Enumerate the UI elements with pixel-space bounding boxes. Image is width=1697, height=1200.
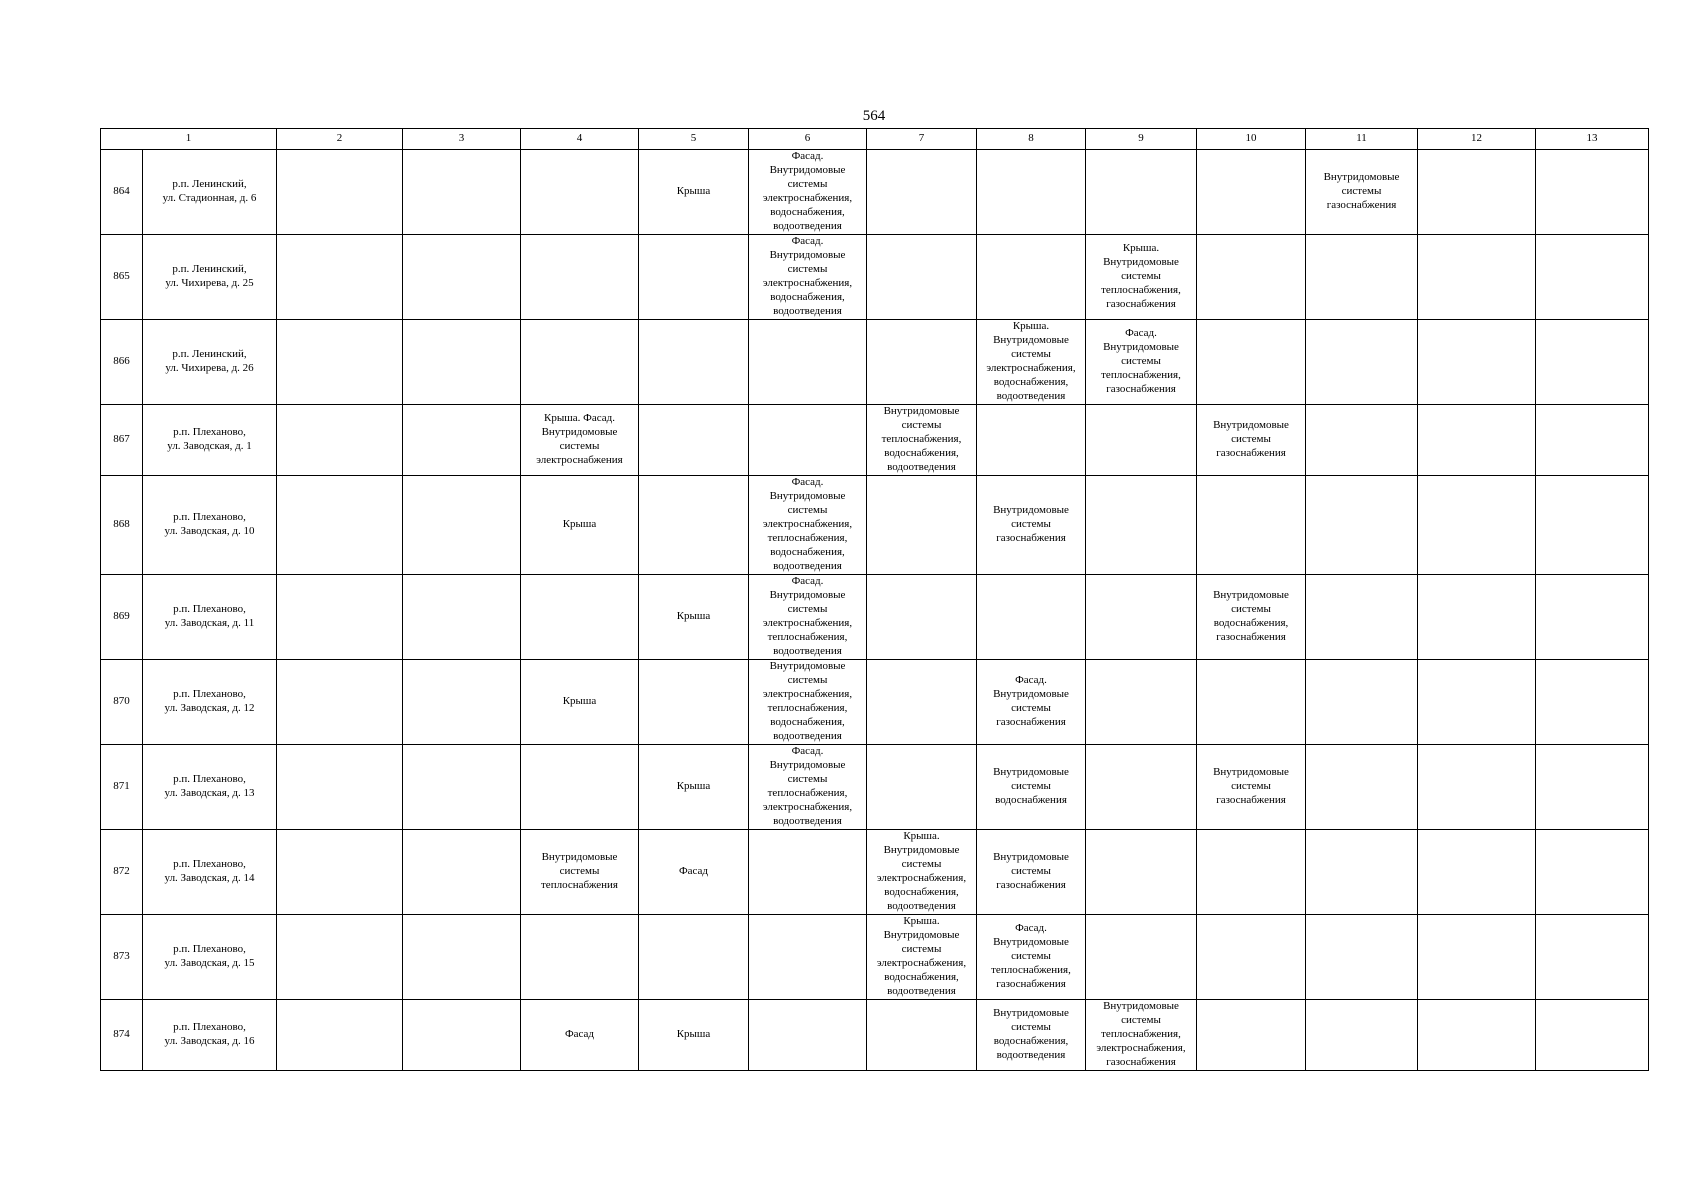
cell-col-2	[277, 575, 403, 660]
cell-col-6	[749, 320, 867, 405]
cell-col-8	[977, 235, 1086, 320]
cell-col-10	[1197, 1000, 1306, 1071]
cell-col-10	[1197, 476, 1306, 575]
cell-col-5	[639, 235, 749, 320]
cell-col-9	[1086, 915, 1197, 1000]
cell-col-9: Внутридомовые системы теплоснабжения, электроснабжения, газоснабжения	[1086, 1000, 1197, 1071]
repair-schedule-table	[100, 128, 1649, 1071]
address-cell: р.п. Плеханово, ул. Заводская, д. 15	[143, 915, 277, 1000]
address-cell: р.п. Плеханово, ул. Заводская, д. 13	[143, 745, 277, 830]
cell-col-9: Фасад. Внутридомовые системы теплоснабжения, газоснабжения	[1086, 320, 1197, 405]
address-cell: р.п. Плеханово, ул. Заводская, д. 1	[143, 405, 277, 476]
cell-col-2	[277, 830, 403, 915]
cell-col-3	[403, 1000, 521, 1071]
table-row	[101, 150, 1649, 235]
cell-col-9	[1086, 405, 1197, 476]
cell-col-12	[1418, 575, 1536, 660]
cell-col-11	[1306, 405, 1418, 476]
cell-col-11	[1306, 1000, 1418, 1071]
cell-col-6	[749, 915, 867, 1000]
cell-col-7	[867, 476, 977, 575]
cell-col-12	[1418, 476, 1536, 575]
cell-col-5	[639, 476, 749, 575]
column-header-12: 12	[1418, 129, 1536, 150]
row-number: 874	[101, 1000, 143, 1071]
column-header-9: 9	[1086, 129, 1197, 150]
column-header-6: 6	[749, 129, 867, 150]
table-row	[101, 745, 1649, 830]
cell-col-3	[403, 235, 521, 320]
cell-col-6: Фасад. Внутридомовые системы электроснабжения, теплоснабжения, водоснабжения, водоотведения	[749, 476, 867, 575]
cell-col-9	[1086, 745, 1197, 830]
cell-col-10: Внутридомовые системы газоснабжения	[1197, 745, 1306, 830]
column-header-4: 4	[521, 129, 639, 150]
cell-col-13	[1536, 575, 1649, 660]
cell-col-4	[521, 575, 639, 660]
cell-col-7	[867, 1000, 977, 1071]
cell-col-3	[403, 405, 521, 476]
cell-col-6: Фасад. Внутридомовые системы электроснабжения, водоснабжения, водоотведения	[749, 150, 867, 235]
cell-col-5: Крыша	[639, 575, 749, 660]
address-cell: р.п. Плеханово, ул. Заводская, д. 10	[143, 476, 277, 575]
cell-col-12	[1418, 745, 1536, 830]
cell-col-7: Крыша. Внутридомовые системы электроснабжения, водоснабжения, водоотведения	[867, 915, 977, 1000]
cell-col-2	[277, 476, 403, 575]
cell-col-7	[867, 575, 977, 660]
table-row	[101, 1000, 1649, 1071]
cell-col-2	[277, 320, 403, 405]
cell-col-2	[277, 1000, 403, 1071]
row-number: 872	[101, 830, 143, 915]
cell-col-8: Внутридомовые системы водоснабжения, водоотведения	[977, 1000, 1086, 1071]
row-number: 864	[101, 150, 143, 235]
row-number: 866	[101, 320, 143, 405]
cell-col-7	[867, 320, 977, 405]
cell-col-4: Внутридомовые системы теплоснабжения	[521, 830, 639, 915]
table-row	[101, 476, 1649, 575]
cell-col-11	[1306, 915, 1418, 1000]
column-header-2: 2	[277, 129, 403, 150]
cell-col-2	[277, 915, 403, 1000]
column-header-3: 3	[403, 129, 521, 150]
cell-col-4: Крыша	[521, 476, 639, 575]
table-row	[101, 320, 1649, 405]
cell-col-13	[1536, 405, 1649, 476]
cell-col-8: Фасад. Внутридомовые системы теплоснабжения, газоснабжения	[977, 915, 1086, 1000]
cell-col-11	[1306, 320, 1418, 405]
cell-col-11: Внутридомовые системы газоснабжения	[1306, 150, 1418, 235]
cell-col-5	[639, 320, 749, 405]
row-number: 868	[101, 476, 143, 575]
cell-col-4	[521, 235, 639, 320]
cell-col-7: Крыша. Внутридомовые системы электроснабжения, водоснабжения, водоотведения	[867, 830, 977, 915]
cell-col-2	[277, 150, 403, 235]
cell-col-13	[1536, 320, 1649, 405]
cell-col-12	[1418, 150, 1536, 235]
cell-col-8: Внутридомовые системы газоснабжения	[977, 830, 1086, 915]
row-number: 871	[101, 745, 143, 830]
column-header-11: 11	[1306, 129, 1418, 150]
row-number: 869	[101, 575, 143, 660]
address-cell: р.п. Плеханово, ул. Заводская, д. 12	[143, 660, 277, 745]
cell-col-11	[1306, 235, 1418, 320]
cell-col-13	[1536, 660, 1649, 745]
cell-col-11	[1306, 830, 1418, 915]
cell-col-5: Крыша	[639, 1000, 749, 1071]
table-row	[101, 830, 1649, 915]
cell-col-5: Крыша	[639, 150, 749, 235]
cell-col-12	[1418, 830, 1536, 915]
cell-col-6: Фасад. Внутридомовые системы теплоснабжения, электроснабжения, водоотведения	[749, 745, 867, 830]
cell-col-10: Внутридомовые системы газоснабжения	[1197, 405, 1306, 476]
cell-col-5	[639, 405, 749, 476]
address-cell: р.п. Плеханово, ул. Заводская, д. 16	[143, 1000, 277, 1071]
cell-col-4: Крыша. Фасад. Внутридомовые системы электроснабжения	[521, 405, 639, 476]
cell-col-8: Внутридомовые системы водоснабжения	[977, 745, 1086, 830]
cell-col-12	[1418, 660, 1536, 745]
address-cell: р.п. Плеханово, ул. Заводская, д. 14	[143, 830, 277, 915]
cell-col-8: Крыша. Внутридомовые системы электроснабжения, водоснабжения, водоотведения	[977, 320, 1086, 405]
cell-col-2	[277, 660, 403, 745]
table-row	[101, 915, 1649, 1000]
cell-col-11	[1306, 476, 1418, 575]
column-header-5: 5	[639, 129, 749, 150]
table-header	[101, 129, 1649, 150]
cell-col-9	[1086, 830, 1197, 915]
table-row	[101, 235, 1649, 320]
column-header-1: 1	[101, 129, 277, 150]
cell-col-6	[749, 830, 867, 915]
cell-col-4	[521, 150, 639, 235]
row-number: 865	[101, 235, 143, 320]
cell-col-10	[1197, 915, 1306, 1000]
cell-col-3	[403, 745, 521, 830]
address-cell: р.п. Ленинский, ул. Стадионная, д. 6	[143, 150, 277, 235]
cell-col-9	[1086, 150, 1197, 235]
cell-col-13	[1536, 745, 1649, 830]
cell-col-12	[1418, 320, 1536, 405]
cell-col-11	[1306, 660, 1418, 745]
cell-col-13	[1536, 915, 1649, 1000]
cell-col-9	[1086, 575, 1197, 660]
cell-col-10: Внутридомовые системы водоснабжения, газоснабжения	[1197, 575, 1306, 660]
cell-col-12	[1418, 405, 1536, 476]
cell-col-8: Фасад. Внутридомовые системы газоснабжения	[977, 660, 1086, 745]
row-number: 870	[101, 660, 143, 745]
cell-col-6	[749, 1000, 867, 1071]
table-row	[101, 575, 1649, 660]
cell-col-2	[277, 235, 403, 320]
cell-col-8	[977, 575, 1086, 660]
cell-col-10	[1197, 660, 1306, 745]
cell-col-10	[1197, 150, 1306, 235]
cell-col-5: Фасад	[639, 830, 749, 915]
cell-col-6: Внутридомовые системы электроснабжения, теплоснабжения, водоснабжения, водоотведения	[749, 660, 867, 745]
table-body	[101, 150, 1649, 1071]
cell-col-3	[403, 660, 521, 745]
row-number: 867	[101, 405, 143, 476]
cell-col-6: Фасад. Внутридомовые системы электроснабжения, водоснабжения, водоотведения	[749, 235, 867, 320]
cell-col-11	[1306, 745, 1418, 830]
cell-col-9	[1086, 476, 1197, 575]
address-cell: р.п. Ленинский, ул. Чихирева, д. 26	[143, 320, 277, 405]
cell-col-7	[867, 660, 977, 745]
cell-col-10	[1197, 830, 1306, 915]
cell-col-3	[403, 830, 521, 915]
cell-col-3	[403, 575, 521, 660]
cell-col-8	[977, 405, 1086, 476]
column-header-7: 7	[867, 129, 977, 150]
cell-col-12	[1418, 1000, 1536, 1071]
cell-col-7	[867, 235, 977, 320]
cell-col-7	[867, 745, 977, 830]
cell-col-8: Внутридомовые системы газоснабжения	[977, 476, 1086, 575]
cell-col-13	[1536, 830, 1649, 915]
cell-col-5	[639, 915, 749, 1000]
cell-col-3	[403, 476, 521, 575]
address-cell: р.п. Плеханово, ул. Заводская, д. 11	[143, 575, 277, 660]
cell-col-4	[521, 745, 639, 830]
cell-col-6: Фасад. Внутридомовые системы электроснабжения, теплоснабжения, водоотведения	[749, 575, 867, 660]
table-row	[101, 660, 1649, 745]
address-cell: р.п. Ленинский, ул. Чихирева, д. 25	[143, 235, 277, 320]
cell-col-4: Крыша	[521, 660, 639, 745]
column-header-13: 13	[1536, 129, 1649, 150]
cell-col-7: Внутридомовые системы теплоснабжения, водоснабжения, водоотведения	[867, 405, 977, 476]
cell-col-6	[749, 405, 867, 476]
cell-col-10	[1197, 235, 1306, 320]
column-header-10: 10	[1197, 129, 1306, 150]
cell-col-2	[277, 745, 403, 830]
cell-col-5	[639, 660, 749, 745]
cell-col-8	[977, 150, 1086, 235]
cell-col-12	[1418, 915, 1536, 1000]
cell-col-2	[277, 405, 403, 476]
cell-col-13	[1536, 1000, 1649, 1071]
cell-col-12	[1418, 235, 1536, 320]
table-row	[101, 405, 1649, 476]
cell-col-3	[403, 320, 521, 405]
cell-col-13	[1536, 235, 1649, 320]
cell-col-13	[1536, 476, 1649, 575]
cell-col-9: Крыша. Внутридомовые системы теплоснабжения, газоснабжения	[1086, 235, 1197, 320]
cell-col-4: Фасад	[521, 1000, 639, 1071]
column-header-8: 8	[977, 129, 1086, 150]
cell-col-9	[1086, 660, 1197, 745]
cell-col-3	[403, 915, 521, 1000]
cell-col-13	[1536, 150, 1649, 235]
row-number: 873	[101, 915, 143, 1000]
cell-col-4	[521, 915, 639, 1000]
cell-col-7	[867, 150, 977, 235]
cell-col-10	[1197, 320, 1306, 405]
cell-col-11	[1306, 575, 1418, 660]
page-number: 564	[862, 108, 886, 124]
cell-col-5: Крыша	[639, 745, 749, 830]
cell-col-4	[521, 320, 639, 405]
cell-col-3	[403, 150, 521, 235]
header-row	[101, 129, 1649, 150]
